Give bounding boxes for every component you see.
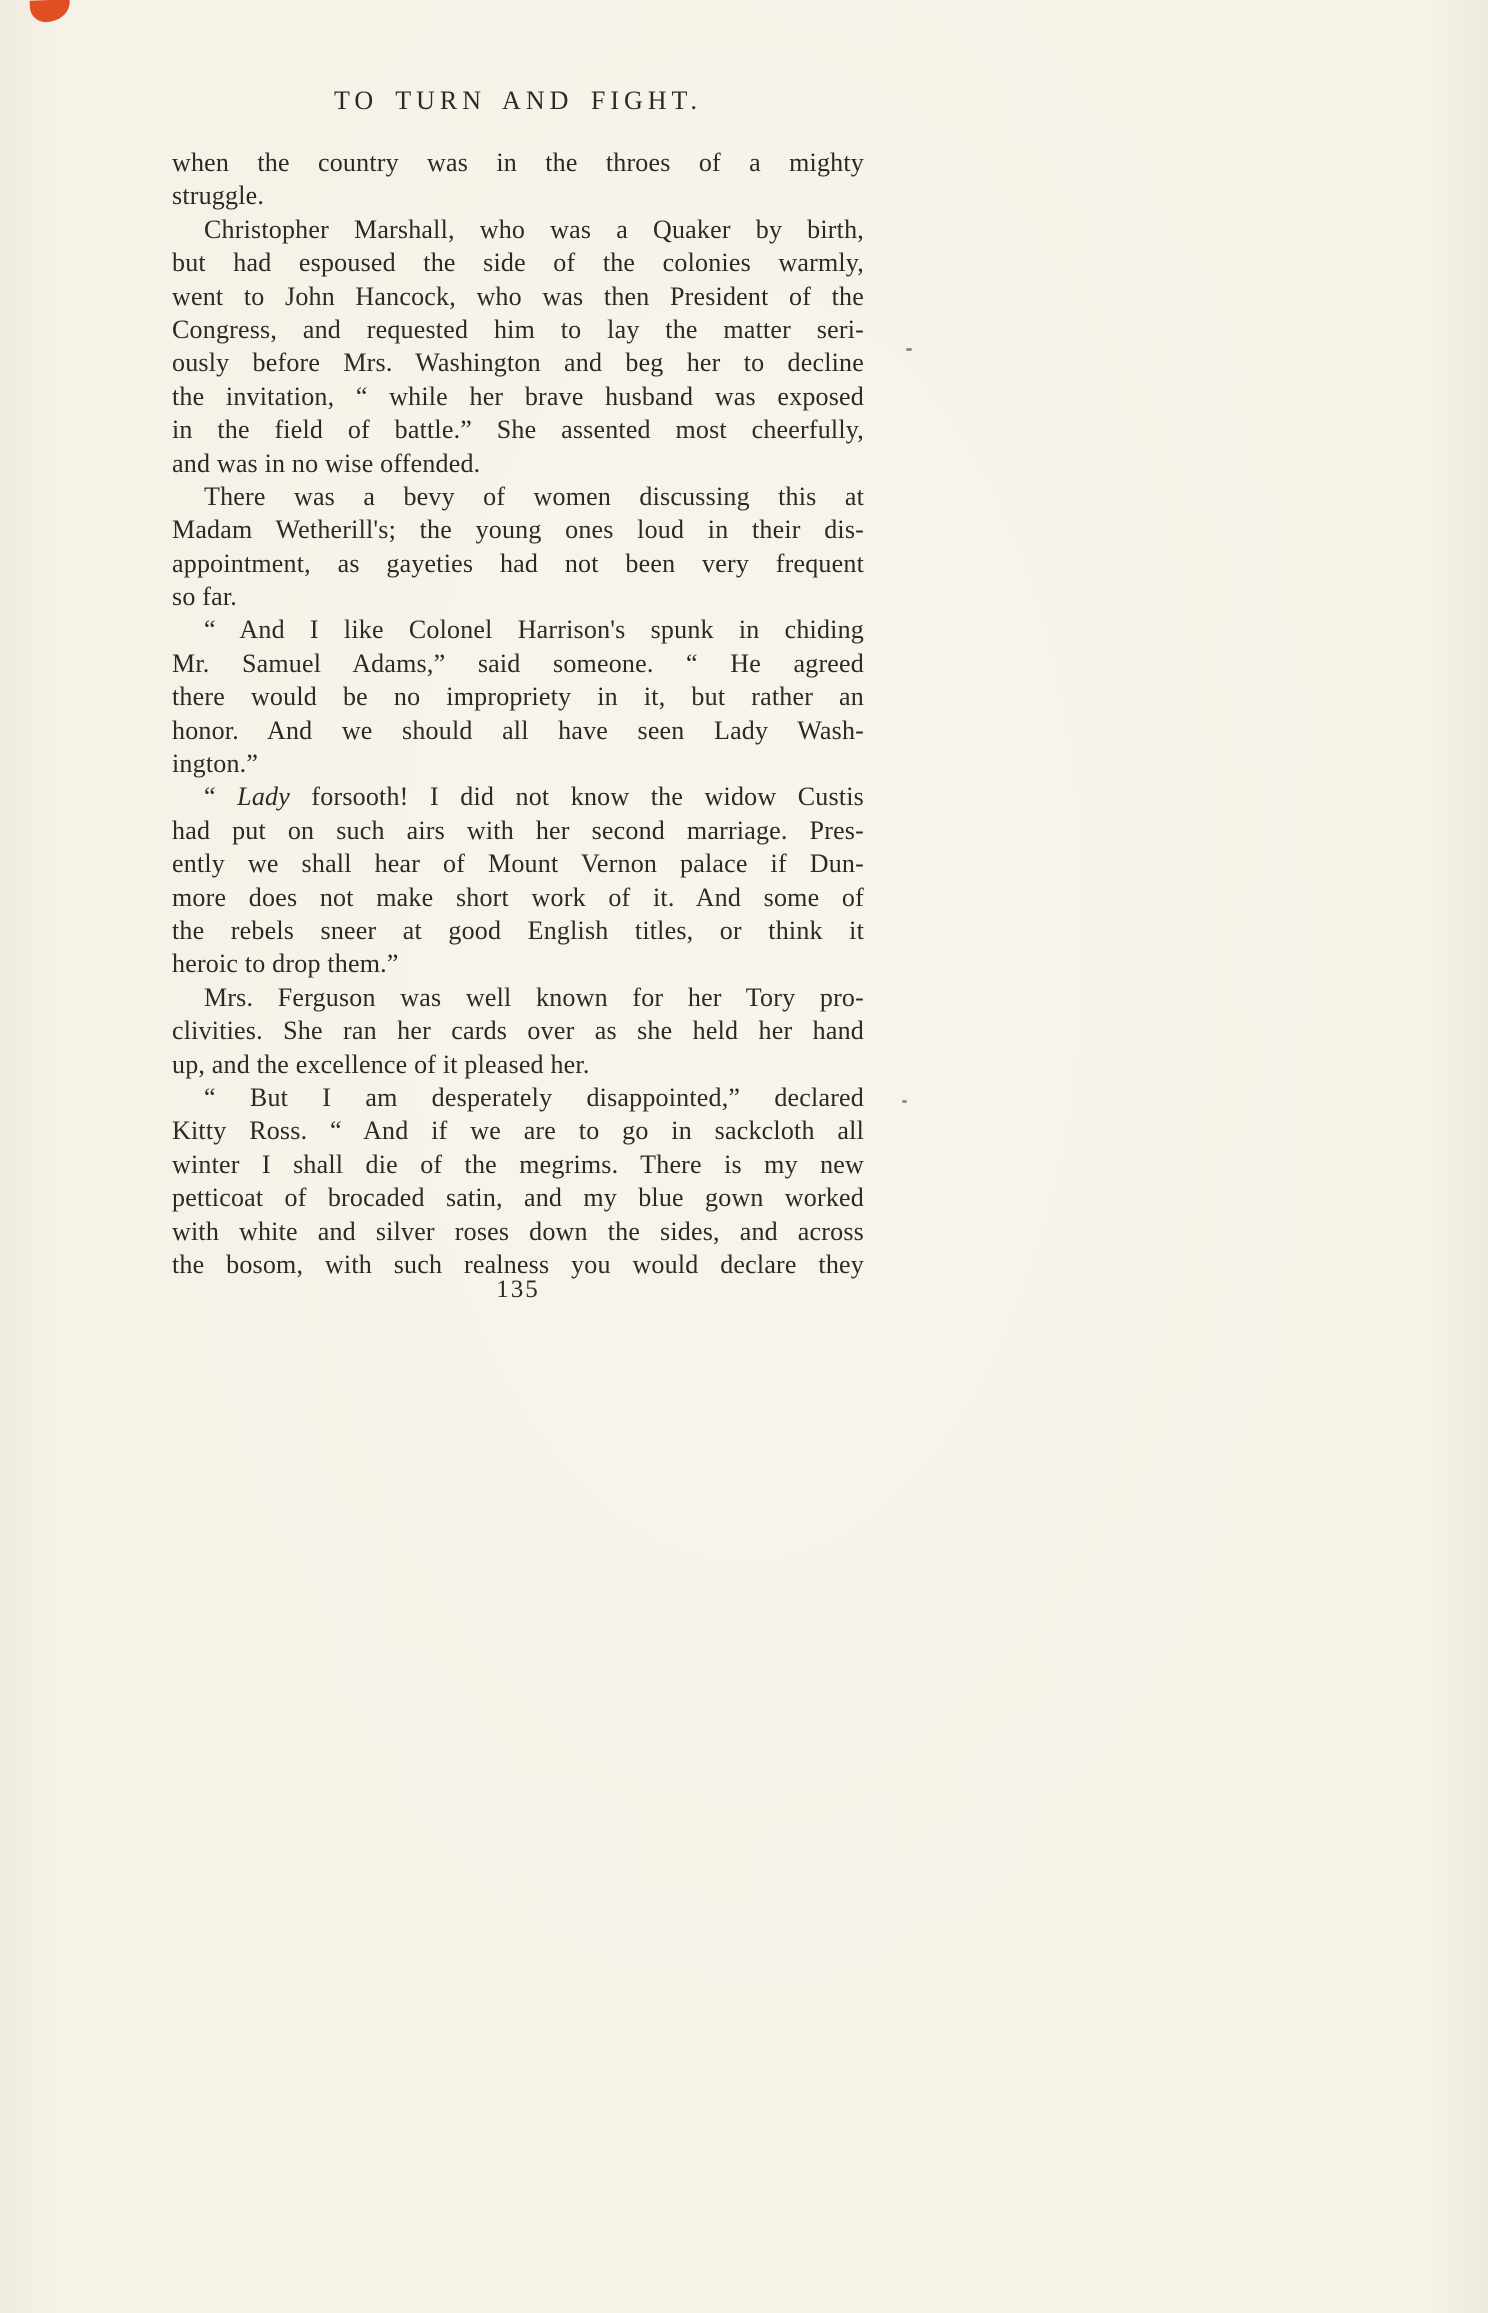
text-line [172,313,864,346]
paragraph [172,146,864,213]
text-segment: heroic to drop them.” [172,949,399,979]
text-segment: petticoat of brocaded satin, and my blue gown worked [172,1183,864,1213]
text-line [172,1114,864,1147]
text-line [172,346,864,379]
text-line [172,413,864,446]
text-line [172,146,864,179]
text-line [172,680,864,713]
text-segment: the bosom, with such realness you would declare they [172,1249,864,1279]
text-segment: struggle. [172,181,265,211]
paragraph [172,780,864,980]
text-segment: Christopher Marshall, who was a Quaker by birth, [204,214,864,244]
paragraph [172,981,864,1081]
text-line [172,480,864,513]
page-number: 135 [496,1276,540,1303]
text-segment: ington.” [172,749,259,779]
text-line [172,447,864,480]
scan-speck [902,1100,907,1103]
text-line [172,179,864,212]
paragraph [172,480,864,614]
text-line [172,881,864,914]
text-line [172,914,864,947]
italic-text: Lady [237,782,290,812]
text-line [172,1215,864,1248]
text-line [172,1148,864,1181]
text-line [172,780,864,813]
text-segment: ously before Mrs. Washington and beg her to decline [172,348,864,378]
text-segment: Kitty Ross. “ And if we are to go in sackcloth all [172,1116,864,1146]
text-line [172,814,864,847]
text-line [172,513,864,546]
text-segment: “ But I am desperately disappointed,” declared [204,1082,864,1112]
text-segment: the invitation, “ while her brave husband was exposed [172,381,864,411]
paragraph [172,613,864,780]
text-segment: ently we shall hear of Mount Vernon palace if Dun- [172,849,864,879]
text-segment: Madam Wetherill's; the young ones loud in their dis- [172,515,864,545]
text-segment: Congress, and requested him to lay the matter seri- [172,314,864,344]
text-line [172,1014,864,1047]
text-line [172,580,864,613]
text-segment: Mrs. Ferguson was well known for her Tory pro- [204,982,864,1012]
text-segment: went to John Hancock, who was then President of the [172,281,864,311]
text-line [172,847,864,880]
text-line [172,246,864,279]
text-segment: There was a bevy of women discussing this at [204,481,864,511]
text-segment: with white and silver roses down the sides, and across [172,1216,864,1246]
text-segment: more does not make short work of it. And some of [172,882,864,912]
text-line [172,981,864,1014]
text-line [172,547,864,580]
text-segment: but had espoused the side of the colonies warmly, [172,248,864,278]
text-segment: when the country was in the throes of a mighty [172,148,864,177]
text-segment: forsooth! I did not know the widow Custis [289,782,864,812]
text-segment: “ And I like Colonel Harrison's spunk in chiding [204,615,864,645]
text-segment: the rebels sneer at good English titles, or think it [172,915,864,945]
text-segment: “ [204,782,238,812]
scan-speck [906,348,912,351]
text-line [172,1081,864,1114]
text-line [172,1048,864,1081]
text-line [172,613,864,646]
text-segment: clivities. She ran her cards over as she held her hand [172,1016,864,1046]
text-segment: had put on such airs with her second marriage. Pres- [172,815,864,845]
text-line [172,647,864,680]
text-segment: in the field of battle.” She assented most cheerfully, [172,415,864,445]
text-line [172,380,864,413]
paragraph [172,1081,864,1281]
paragraph [172,213,864,480]
text-line [172,1181,864,1214]
text-line [172,213,864,246]
text-segment: appointment, as gayeties had not been very frequent [172,548,864,578]
text-segment: winter I shall die of the megrims. There is my new [172,1149,864,1179]
text-line [172,947,864,980]
text-line [172,714,864,747]
text-line [172,280,864,313]
running-head: TO TURN AND FIGHT. [333,86,702,115]
text-block [172,146,864,1281]
text-segment: so far. [172,582,237,612]
text-segment: Mr. Samuel Adams,” said someone. “ He agreed [172,648,864,678]
text-segment: there would be no impropriety in it, but rather an [172,682,864,712]
text-segment: and was in no wise offended. [172,448,481,478]
text-line [172,747,864,780]
text-segment: up, and the excellence of it pleased her. [172,1049,590,1079]
text-segment: honor. And we should all have seen Lady Wash- [172,715,864,745]
scan-artifact [30,0,71,23]
